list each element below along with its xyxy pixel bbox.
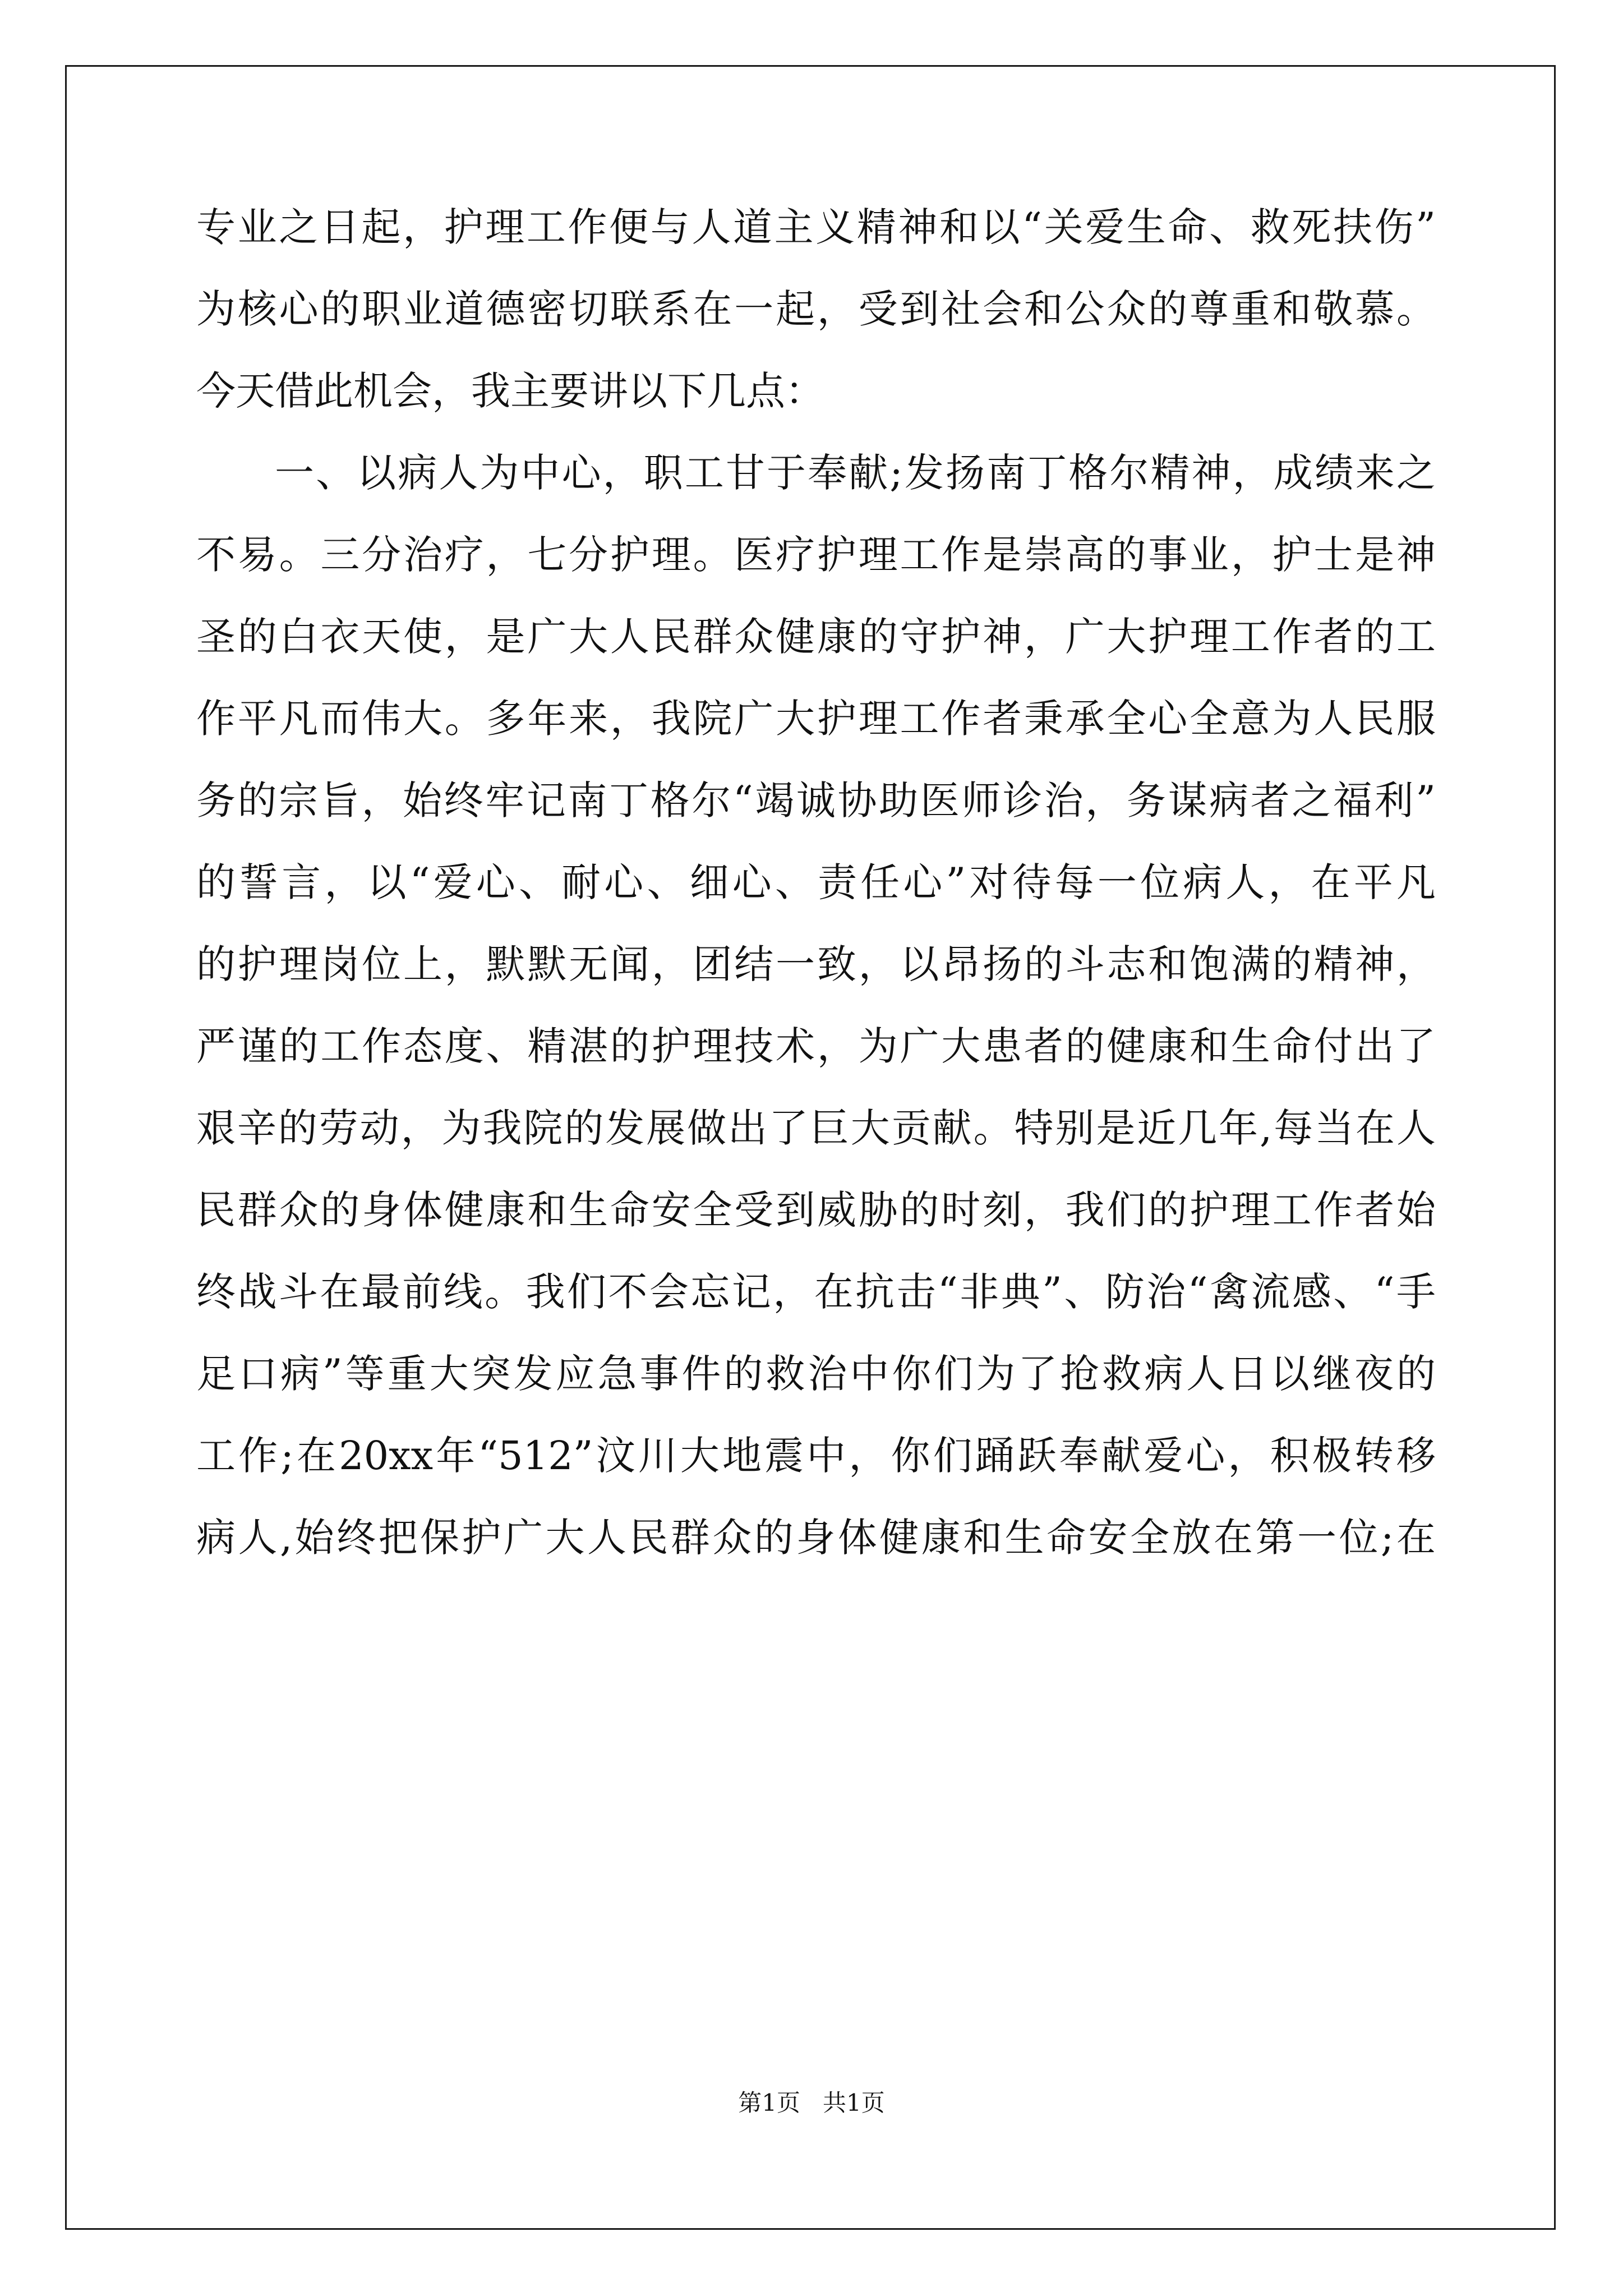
document-body — [196, 186, 1436, 1579]
text-line: 作平凡而伟大。多年来，我院广大护理工作者秉承全心全意为人民服 — [196, 696, 1436, 742]
paragraph-first-line: 一、以病人为中心，职工甘于奉献;发扬南丁格尔精神，成绩来之 — [275, 450, 1436, 496]
text-line: 圣的白衣天使，是广大人民群众健康的守护神，广大护理工作者的工 — [196, 614, 1436, 660]
text-line: 严谨的工作态度、精湛的护理技术，为广大患者的健康和生命付出了 — [196, 1023, 1436, 1069]
text-line: 工作;在20xx年“512”汶川大地震中，你们踊跃奉献爱心，积极转移 — [196, 1433, 1436, 1479]
text-line: 足口病”等重大突发应急事件的救治中你们为了抢救病人日以继夜的 — [196, 1351, 1436, 1397]
text-line: 的护理岗位上，默默无闻，团结一致，以昂扬的斗志和饱满的精神， — [196, 941, 1436, 987]
text-line: 务的宗旨，始终牢记南丁格尔“竭诚协助医师诊治，务谋病者之福利” — [196, 777, 1436, 823]
text-line: 不易。三分治疗，七分护理。医疗护理工作是崇高的事业，护士是神 — [196, 532, 1436, 578]
text-line: 的誓言，以“爱心、耐心、细心、责任心”对待每一位病人，在平凡 — [196, 859, 1436, 905]
text-line: 终战斗在最前线。我们不会忘记，在抗击“非典”、防治“禽流感、“手 — [196, 1269, 1436, 1315]
text-line: 民群众的身体健康和生命安全受到威胁的时刻，我们的护理工作者始 — [196, 1187, 1436, 1233]
text-line: 艰辛的劳动，为我院的发展做出了巨大贡献。特别是近几年,每当在人 — [196, 1105, 1436, 1151]
text-line: 专业之日起，护理工作便与人道主义精神和以“关爱生命、救死扶伤” — [196, 204, 1436, 250]
page-number-footer: 第1页 共1页 — [738, 2089, 885, 2116]
text-line: 今天借此机会，我主要讲以下几点： — [196, 368, 824, 414]
text-line: 为核心的职业道德密切联系在一起，受到社会和公众的尊重和敬慕。 — [196, 286, 1436, 332]
text-line: 病人,始终把保护广大人民群众的身体健康和生命安全放在第一位;在 — [196, 1515, 1436, 1561]
